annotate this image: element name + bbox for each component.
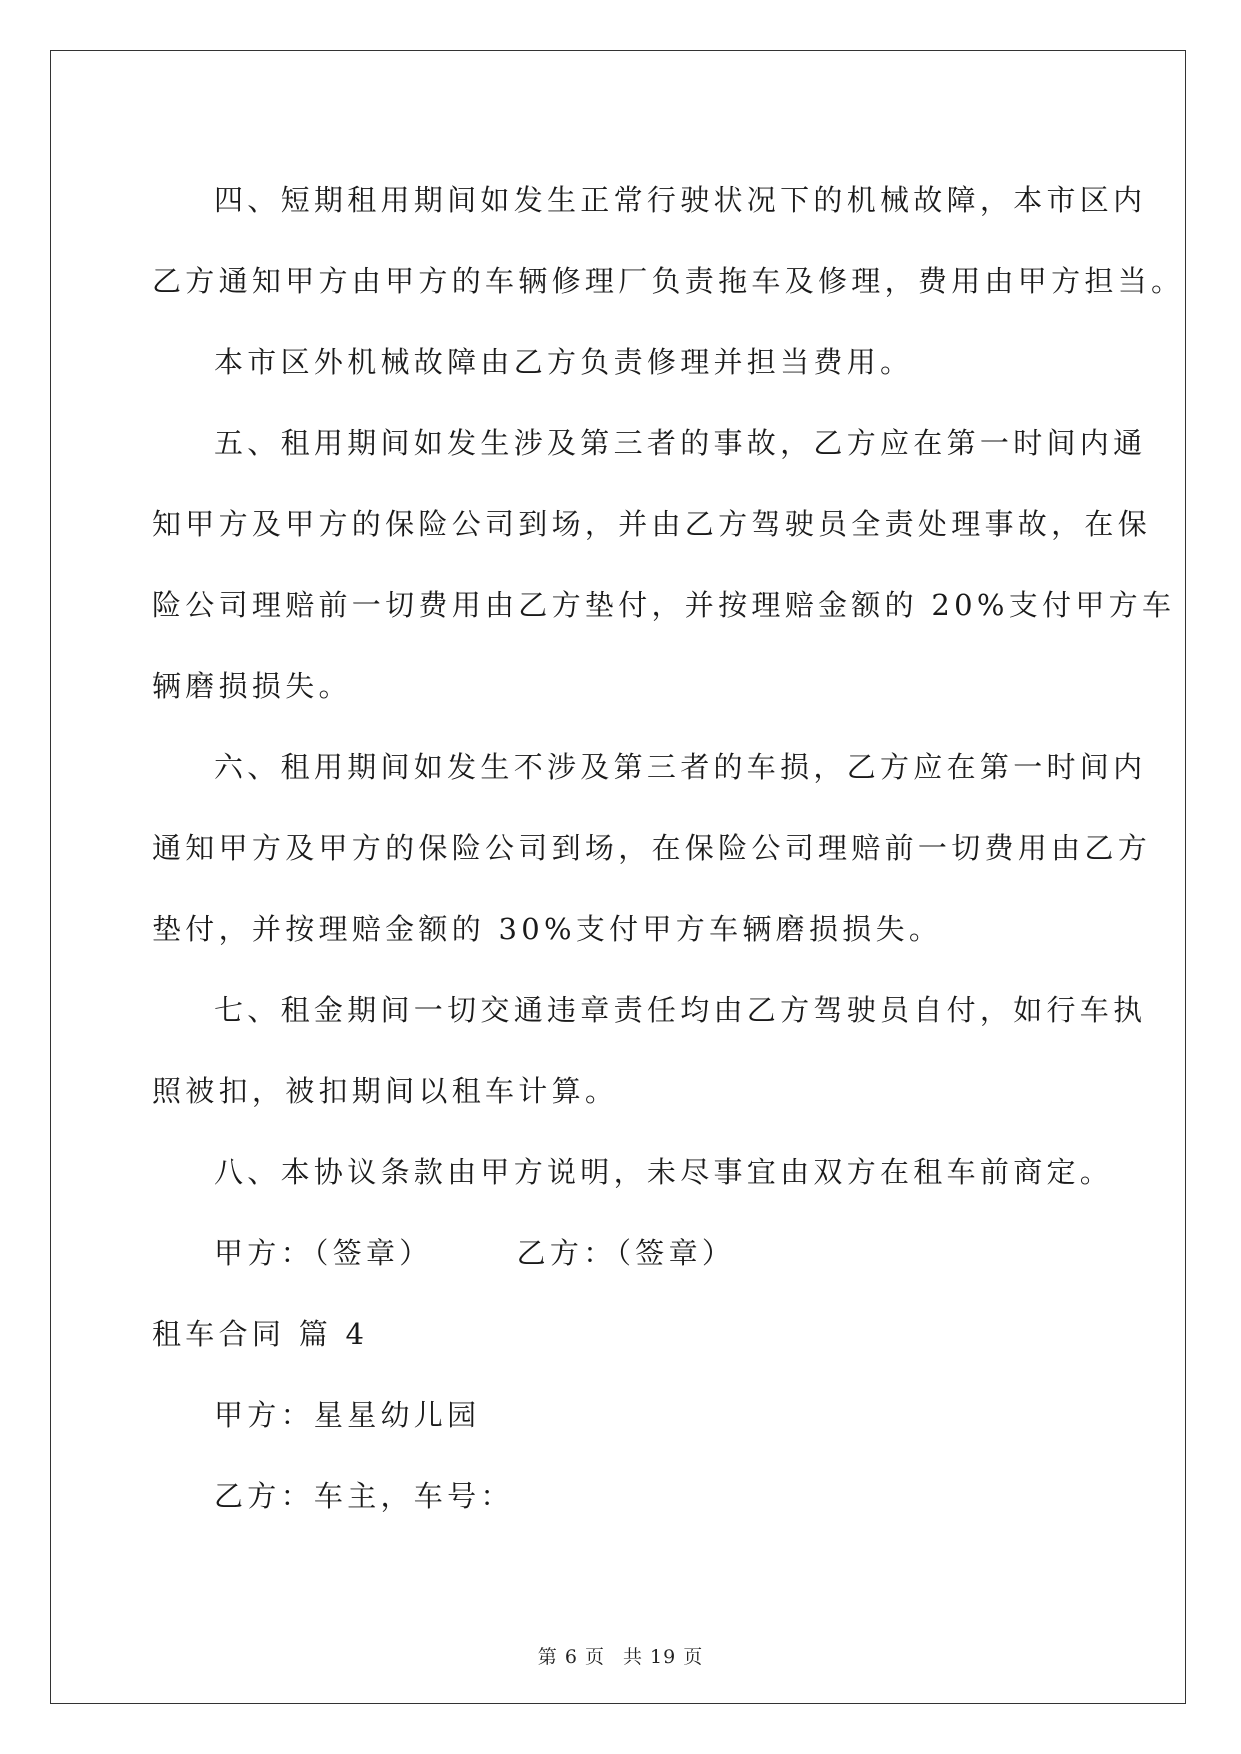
clause-5-line-1: 五、租用期间如发生涉及第三者的事故，乙方应在第一时间内通 bbox=[214, 426, 1147, 460]
clause-6-line-1: 六、租用期间如发生不涉及第三者的车损，乙方应在第一时间内 bbox=[214, 750, 1147, 784]
clause-8-line-1: 八、本协议条款由甲方说明，未尽事宜由双方在租车前商定。 bbox=[214, 1155, 1114, 1189]
document-body bbox=[152, 160, 1185, 1537]
page-number: 第 6 页 bbox=[537, 1646, 605, 1668]
clause-5-line-3: 险公司理赔前一切费用由乙方垫付，并按理赔金额的 20%支付甲方车 bbox=[152, 588, 1176, 622]
clause-4-line-2: 乙方通知甲方由甲方的车辆修理厂负责拖车及修理，费用由甲方担当。 bbox=[152, 264, 1185, 298]
section-title: 租车合同 篇 4 bbox=[152, 1317, 369, 1351]
signature-party-a: 甲方：（签章） bbox=[214, 1236, 433, 1270]
page-footer bbox=[0, 1642, 1241, 1669]
clause-7-line-1: 七、租金期间一切交通违章责任均由乙方驾驶员自付，如行车执 bbox=[214, 993, 1147, 1027]
party-a-line: 甲方：星星幼儿园 bbox=[214, 1398, 481, 1432]
clause-6-line-2: 通知甲方及甲方的保险公司到场，在保险公司理赔前一切费用由乙方 bbox=[152, 831, 1152, 865]
clause-4-line-1: 四、短期租用期间如发生正常行驶状况下的机械故障，本市区内 bbox=[214, 183, 1147, 217]
party-b-line: 乙方：车主，车号： bbox=[214, 1479, 514, 1513]
signature-party-b: 乙方：（签章） bbox=[516, 1236, 736, 1270]
clause-5-line-2: 知甲方及甲方的保险公司到场，并由乙方驾驶员全责处理事故，在保 bbox=[152, 507, 1152, 541]
clause-4-line-3: 本市区外机械故障由乙方负责修理并担当费用。 bbox=[214, 345, 914, 379]
signature-line bbox=[152, 1213, 1092, 1294]
clause-6-line-3: 垫付，并按理赔金额的 30%支付甲方车辆磨损损失。 bbox=[152, 912, 943, 946]
clause-5-line-4: 辆磨损损失。 bbox=[152, 669, 352, 703]
clause-7-line-2: 照被扣，被扣期间以租车计算。 bbox=[152, 1074, 619, 1108]
page-total: 共 19 页 bbox=[622, 1646, 704, 1668]
